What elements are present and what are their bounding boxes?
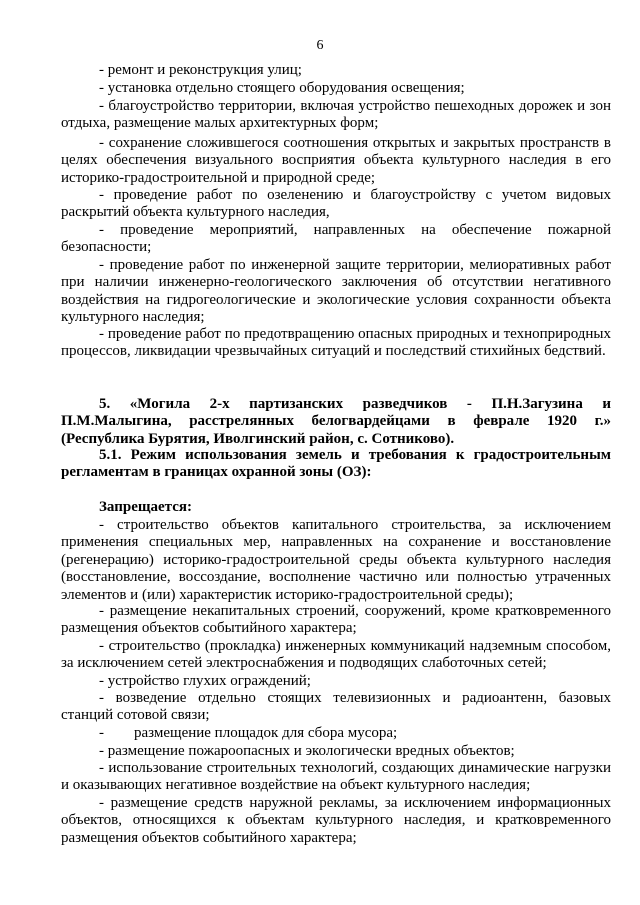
list-item: - проведение мероприятий, направленных на обеспечение пожарной безопасности; xyxy=(61,222,611,256)
list-item: - размещение некапитальных строений, сооружений, кроме кратковременного размещения объектов событийного характера; xyxy=(61,603,611,637)
prohibited-heading: Запрещается: xyxy=(99,499,193,515)
list-item: - проведение работ по инженерной защите территории, мелиоративных работ при наличии инженерно-геологического заключения об отсутствии негативного воздействия на гидрогеологические и экологические условия сохранности объекта культурного наследия; xyxy=(61,257,611,326)
list-item: - возведение отдельно стоящих телевизионных и радиоантенн, базовых станций сотовой связи; xyxy=(61,690,611,724)
list-item: - размещение средств наружной рекламы, за исключением информационных объектов, относящихся к объектам культурного наследия, и кратковременного размещения объектов событийного характера; xyxy=(61,795,611,846)
page-number: 6 xyxy=(316,38,324,53)
list-item: - проведение работ по предотвращению опасных природных и технoприродных процессов, ликвидации чрезвычайных ситуаций и последствий стихийных бедствий. xyxy=(61,326,611,360)
section-heading: 5. «Могила 2-х партизанских разведчиков - П.Н.Загузина и П.М.Малыгина, расстрелянных белогвардейцами в феврале 1920 г.» (Республика Бурятия, Иволгинский район, с. Сотниково). xyxy=(61,396,611,447)
list-item: - благоустройство территории, включая устройство пешеходных дорожек и зон отдыха, размещение малых архитектурных форм; xyxy=(61,98,611,132)
list-item: - строительство (прокладка) инженерных коммуникаций надземным способом, за исключением сетей электроснабжения и подводящих слаботочных сетей; xyxy=(61,638,611,672)
subsection-heading: 5.1. Режим использования земель и требования к градостроительным регламентам в границах охранной зоны (ОЗ): xyxy=(61,447,611,481)
list-item: - размещение площадок для сбора мусора; xyxy=(99,725,398,741)
list-item: - использование строительных технологий, создающих динамические нагрузки и оказывающих негативное воздействие на объект культурного наследия; xyxy=(61,760,611,794)
list-item: - устройство глухих ограждений; xyxy=(99,673,311,689)
list-item: - строительство объектов капитального строительства, за исключением применения специальных мер, направленных на сохранение и восстановление (регенерацию) историко-градостроительной среды объекта культурного наследия (восстановление, воссоздание, восполнение частично или полностью утраченных элементов и (или) характеристик историко-градостроительной среды); xyxy=(61,517,611,603)
list-item: - установка отдельно стоящего оборудования освещения; xyxy=(99,80,465,96)
list-item: - сохранение сложившегося соотношения открытых и закрытых пространств в целях обеспечения визуального восприятия объекта культурного наследия в его историко-градостроительной и природной среде; xyxy=(61,135,611,186)
list-item: - проведение работ по озеленению и благоустройству с учетом видовых раскрытий объекта культурного наследия, xyxy=(61,187,611,221)
list-item: - ремонт и реконструкция улиц; xyxy=(99,62,302,78)
list-item: - размещение пожароопасных и экологически вредных объектов; xyxy=(99,743,515,759)
